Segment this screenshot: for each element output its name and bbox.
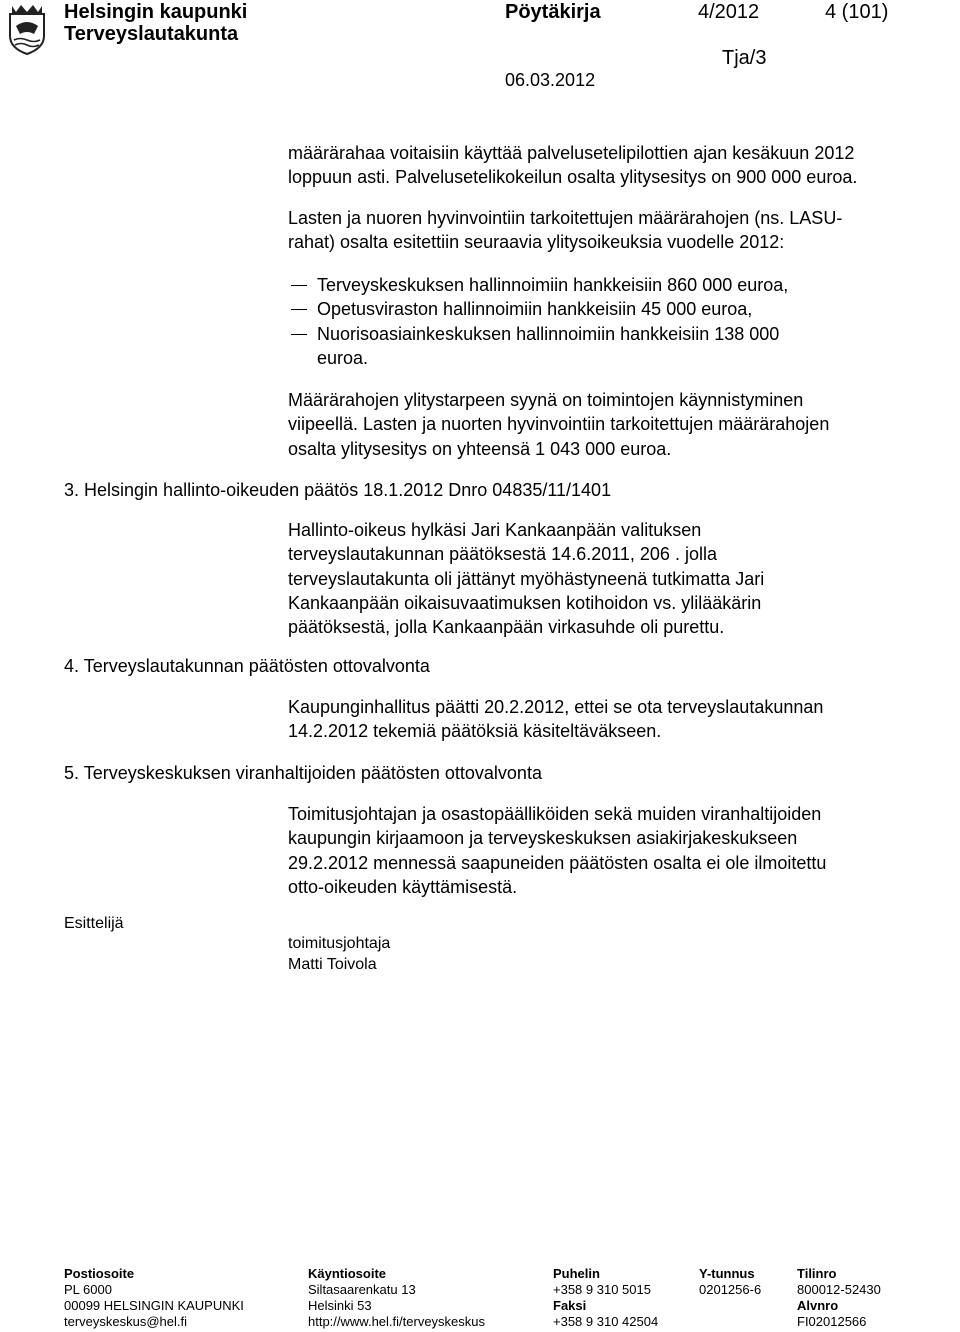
text-line: otto-oikeuden käyttämisestä. (288, 876, 518, 897)
presenter-name: Matti Toivola (288, 956, 377, 973)
section-text (288, 695, 928, 744)
text-line: viipeellä. Lasten ja nuorten hyvinvointiin tarkoitettujen määrärahojen (288, 414, 830, 435)
text-line: Määrärahojen ylitystarpeen syynä on toimintojen käynnistyminen (288, 390, 804, 410)
footer-account-label: Tilinro (797, 1266, 837, 1281)
text-line: Kaupunginhallitus päätti 20.2.2012, ettei se ota terveyslautakunnan (288, 697, 824, 717)
text-line: Kankaanpään oikaisuvaatimuksen kotihoidon vs. ylilääkärin (288, 592, 762, 613)
text-line: 14.2.2012 tekemiä päätöksiä käsiteltäväkseen. (288, 721, 662, 742)
text-line: rahat) osalta esitettiin seuraavia ylitysoikeuksia vuodelle 2012: (288, 232, 785, 253)
meeting-date: 06.03.2012 (505, 70, 596, 90)
footer-phone-value: +358 9 310 5015 (553, 1282, 651, 1297)
footer-visit-label: Käyntiosoite (308, 1266, 387, 1281)
dash-bullet (291, 309, 307, 310)
footer-vat-value: FI02012566 (797, 1314, 867, 1329)
text-line: kaupungin kirjaamoon ja terveyskeskuksen asiakirjakeskukseen (288, 828, 798, 849)
section-heading: 5. Terveyskeskuksen viranhaltijoiden päätösten ottovalvonta (64, 763, 542, 783)
footer-postal-line: PL 6000 (64, 1282, 112, 1297)
text-line: Lasten ja nuoren hyvinvointiin tarkoitettujen määrärahojen (ns. LASU- (288, 208, 843, 228)
text-line: Hallinto-oikeus hylkäsi Jari Kankaanpään valituksen (288, 520, 702, 540)
board-name: Terveyslautakunta (64, 23, 239, 45)
footer-visit-line: Siltasaarenkatu 13 (308, 1282, 416, 1297)
footer-phone-label: Puhelin (553, 1266, 600, 1281)
footer-postal-label: Postiosoite (64, 1266, 135, 1281)
presenter-title: toimitusjohtaja (288, 935, 391, 952)
paragraph-lasu (288, 206, 928, 255)
footer-vat-label: Alvnro (797, 1298, 839, 1313)
footer-email: terveyskeskus@hel.fi (64, 1314, 188, 1329)
footer-fax-value: +358 9 310 42504 (553, 1314, 659, 1329)
list-item: Terveyskeskuksen hallinnoimiin hankkeisiin 860 000 euroa, (317, 273, 788, 297)
text-line: Toimitusjohtajan ja osastopäälliköiden sekä muiden viranhaltijoiden (288, 804, 822, 824)
footer-account-value: 800012-52430 (797, 1282, 881, 1297)
section-code: Tja/3 (722, 47, 767, 69)
footer-website: http://www.hel.fi/terveyskeskus (308, 1314, 486, 1329)
text-line: määrärahaa voitaisiin käyttää palvelusetelipilottien ajan kesäkuun 2012 (288, 143, 855, 163)
dash-bullet (291, 285, 307, 286)
text-line: osalta ylitysesitys on yhteensä 1 043 000 euroa. (288, 438, 672, 459)
doc-number: 4/2012 (698, 1, 760, 23)
list-item: Nuorisoasiainkeskuksen hallinnoimiin hankkeisiin 138 000 (317, 322, 779, 346)
text-line: 29.2.2012 mennessä saapuneiden päätösten osalta ei ole ilmoitettu (288, 852, 827, 873)
doc-type: Pöytäkirja (505, 1, 601, 23)
section-heading: 3. Helsingin hallinto-oikeuden päätös 18.1.2012 Dnro 04835/11/1401 (64, 480, 612, 500)
footer-postal-line: 00099 HELSINGIN KAUPUNKI (64, 1298, 244, 1313)
footer-ytunnus-label: Y-tunnus (699, 1266, 755, 1281)
footer-ytunnus-value: 0201256-6 (699, 1282, 762, 1297)
presenter-label: Esittelijä (64, 915, 124, 932)
helsinki-coat-of-arms-logo (6, 2, 48, 56)
page-number: 4 (101) (825, 1, 889, 23)
footer-fax-label: Faksi (553, 1298, 587, 1313)
text-line: terveyslautakunta oli jättänyt myöhästyneenä tutkimatta Jari (288, 568, 765, 589)
list-item-continuation: euroa. (317, 348, 369, 368)
text-line: päätöksestä, jolla Kankaanpään virkasuhde oli purettu. (288, 617, 725, 638)
footer-visit-line: Helsinki 53 (308, 1298, 372, 1313)
dash-bullet (291, 334, 307, 335)
text-line: terveyslautakunnan päätöksestä 14.6.2011, 206 . jolla (288, 544, 717, 565)
section-text (288, 518, 928, 639)
list-item: Opetusviraston hallinnoimiin hankkeisiin 45 000 euroa, (317, 297, 752, 321)
section-heading: 4. Terveyslautakunnan päätösten ottovalvonta (64, 656, 430, 676)
text-line: loppuun asti. Palvelusetelikokeilun osalta ylitysesitys on 900 000 euroa. (288, 167, 858, 188)
paragraph-reason (288, 388, 928, 461)
section-text (288, 802, 928, 899)
paragraph-voucher (288, 141, 928, 190)
org-name: Helsingin kaupunki (64, 1, 248, 23)
